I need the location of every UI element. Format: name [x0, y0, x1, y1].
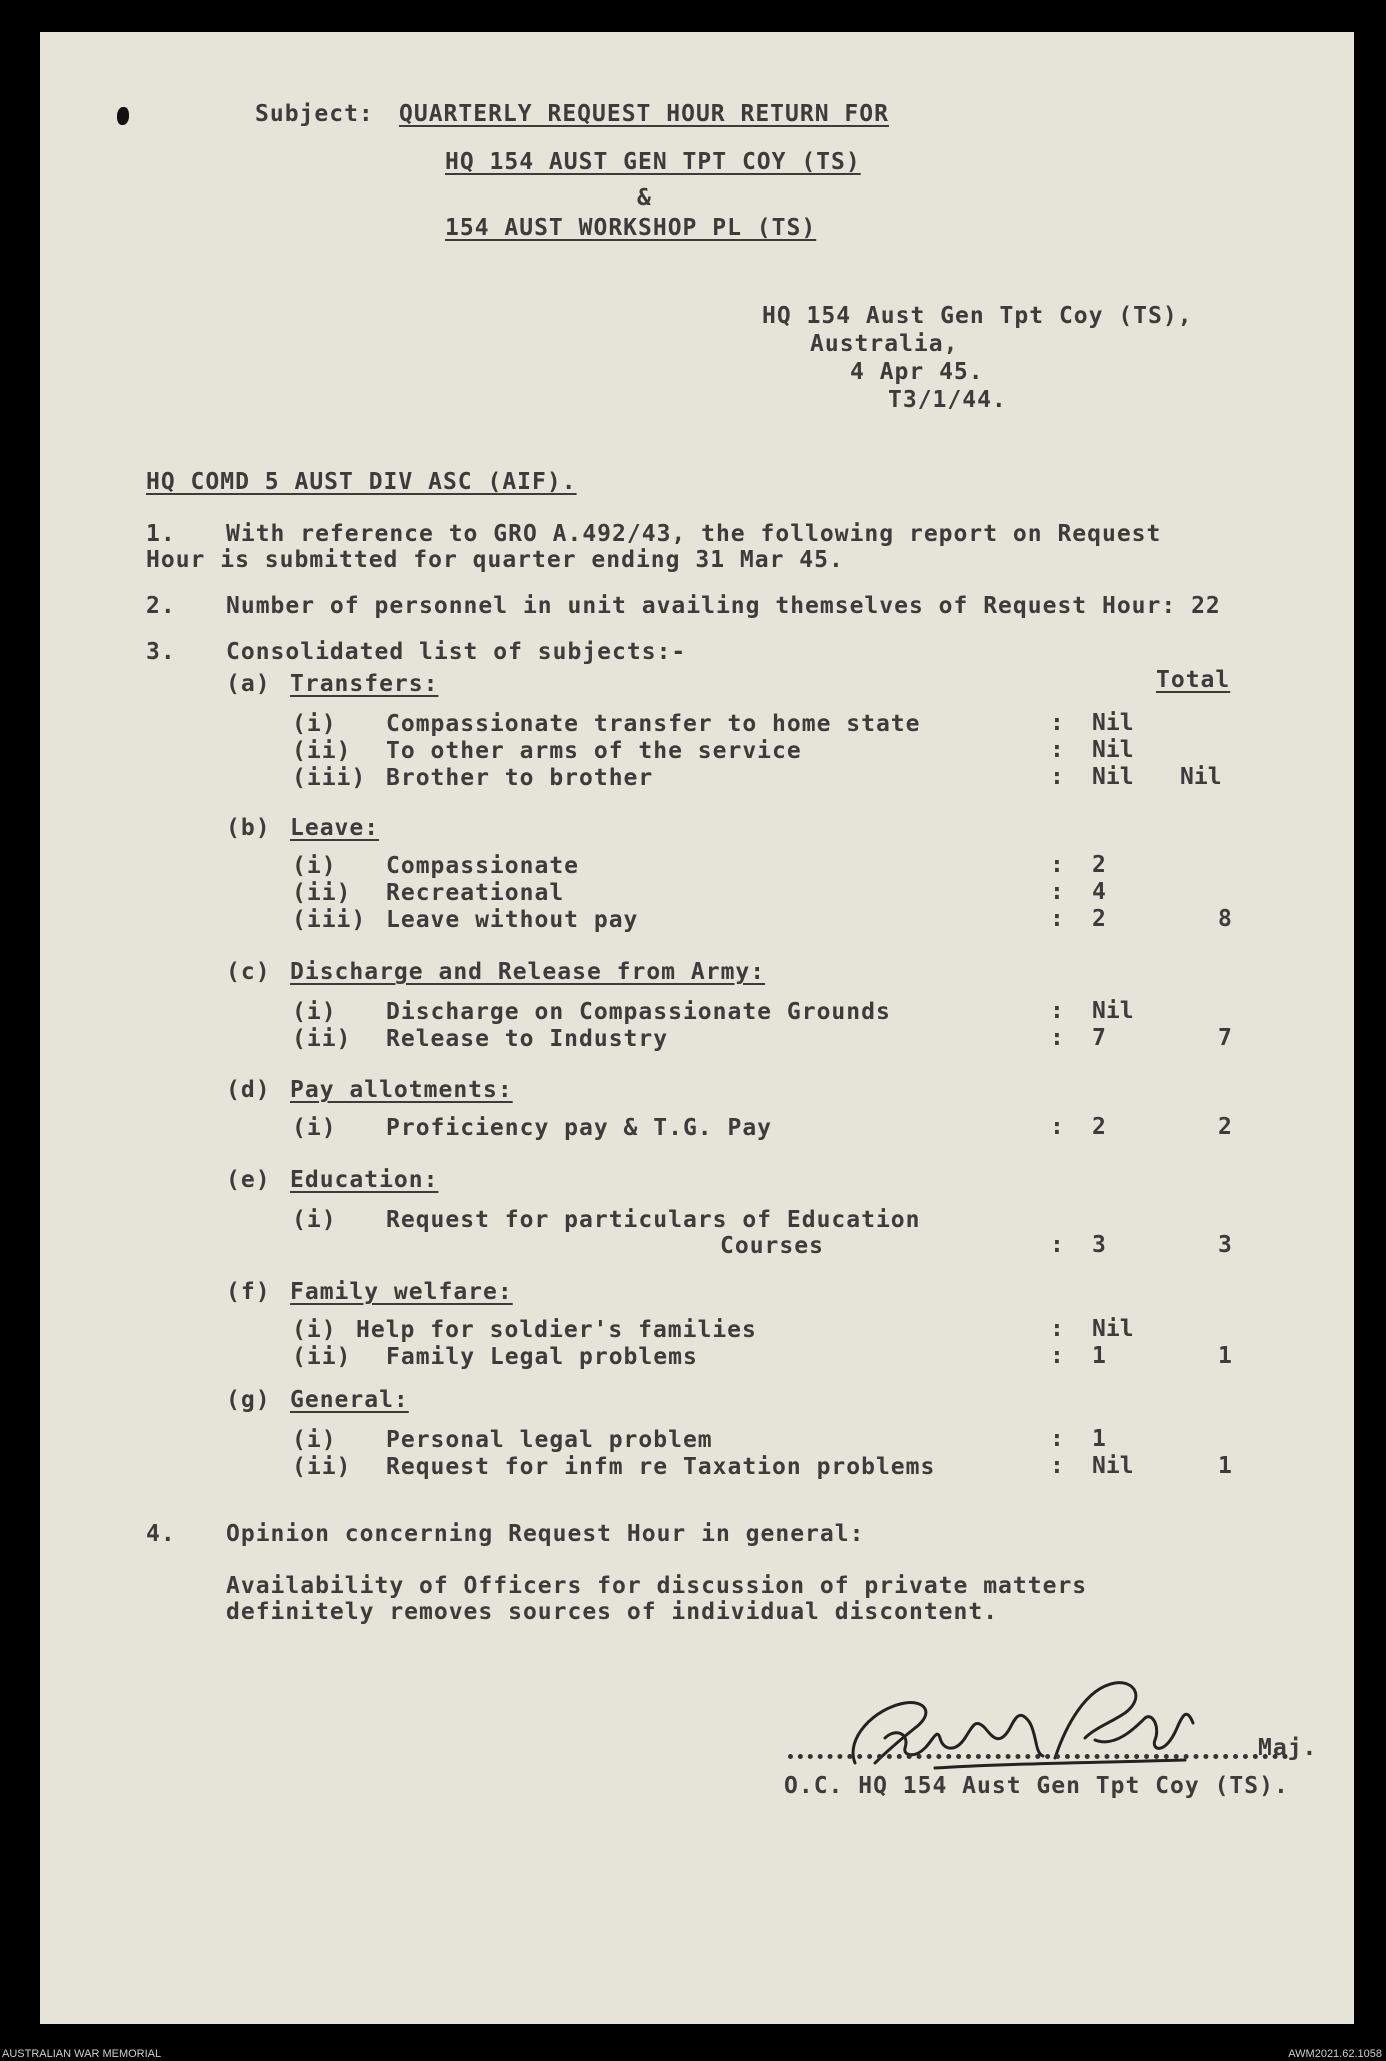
- addressee: HQ COMD 5 AUST DIV ASC (AIF).: [146, 469, 577, 495]
- item-num: (ii): [292, 1026, 352, 1052]
- section-g-title: General:: [290, 1387, 409, 1413]
- item-label: Compassionate transfer to home state: [386, 711, 921, 737]
- item-num: (iii): [292, 765, 367, 791]
- section-a-title: Transfers:: [290, 671, 439, 697]
- item-value: 2: [1092, 852, 1106, 878]
- item-colon: :: [1050, 1316, 1064, 1342]
- item-value: Nil: [1092, 1453, 1134, 1479]
- item-colon: :: [1050, 764, 1064, 790]
- item-label: Recreational: [386, 880, 565, 906]
- para-1-line-2: Hour is submitted for quarter ending 31 Mar 45.: [146, 547, 844, 573]
- item-label: Request for infm re Taxation problems: [386, 1454, 936, 1480]
- item-num: (i): [292, 711, 337, 737]
- item-label: Help for soldier's families: [356, 1317, 757, 1343]
- item-colon: :: [1050, 1426, 1064, 1452]
- item-num: (i): [292, 1115, 337, 1141]
- item-num: (i): [292, 999, 337, 1025]
- section-total: 1: [1218, 1453, 1232, 1479]
- para-2-text: Number of personnel in unit availing themselves of Request Hour: 22: [226, 593, 1221, 619]
- para-4-text: Opinion concerning Request Hour in general:: [226, 1521, 865, 1547]
- section-d-letter: (d): [226, 1077, 271, 1103]
- section-a-letter: (a): [226, 671, 271, 697]
- item-label: To other arms of the service: [386, 738, 802, 764]
- subject-unit-1: HQ 154 AUST GEN TPT COY (TS): [445, 149, 861, 175]
- item-label: Personal legal problem: [386, 1427, 713, 1453]
- item-value: 2: [1092, 906, 1106, 932]
- ink-blot: [117, 107, 129, 125]
- item-num: (ii): [292, 880, 352, 906]
- para-4-body-line-1: Availability of Officers for discussion of private matters: [226, 1573, 1088, 1599]
- subject-label: Subject:: [255, 101, 374, 127]
- item-colon: :: [1050, 1343, 1064, 1369]
- para-1-number: 1.: [146, 521, 176, 547]
- item-value: 7: [1092, 1025, 1106, 1051]
- signature-dotted-line: [788, 1750, 1288, 1759]
- para-1-line-1: With reference to GRO A.492/43, the following report on Request: [226, 521, 1162, 547]
- para-3-text: Consolidated list of subjects:-: [226, 639, 687, 665]
- item-label-continued: Courses: [720, 1233, 824, 1259]
- item-value: Nil: [1092, 737, 1134, 763]
- item-colon: :: [1050, 710, 1064, 736]
- item-num: (ii): [292, 1454, 352, 1480]
- item-value: Nil: [1092, 1316, 1134, 1342]
- item-colon: :: [1050, 906, 1064, 932]
- item-value: Nil: [1092, 998, 1134, 1024]
- signature-rank: Maj.: [1258, 1735, 1318, 1761]
- item-label: Brother to brother: [386, 765, 654, 791]
- para-2-number: 2.: [146, 593, 176, 619]
- item-colon: :: [1050, 1453, 1064, 1479]
- section-c-title: Discharge and Release from Army:: [290, 959, 766, 985]
- address-date: 4 Apr 45.: [850, 359, 984, 385]
- section-e-title: Education:: [290, 1167, 439, 1193]
- para-4-number: 4.: [146, 1521, 176, 1547]
- address-line-2: Australia,: [810, 331, 959, 357]
- subject-title: QUARTERLY REQUEST HOUR RETURN FOR: [399, 101, 889, 127]
- item-label: Proficiency pay & T.G. Pay: [386, 1115, 773, 1141]
- item-colon: :: [1050, 879, 1064, 905]
- section-c-letter: (c): [226, 959, 271, 985]
- item-label: Release to Industry: [386, 1026, 669, 1052]
- section-total: 2: [1218, 1114, 1232, 1140]
- section-total: 7: [1218, 1025, 1232, 1051]
- item-colon: :: [1050, 852, 1064, 878]
- item-colon: :: [1050, 1114, 1064, 1140]
- section-g-letter: (g): [226, 1387, 271, 1413]
- address-reference: T3/1/44.: [888, 387, 1007, 413]
- item-num: (ii): [292, 738, 352, 764]
- section-f-title: Family welfare:: [290, 1279, 513, 1305]
- section-e-letter: (e): [226, 1167, 271, 1193]
- section-total: Nil: [1180, 764, 1222, 790]
- section-d-title: Pay allotments:: [290, 1077, 513, 1103]
- total-column-header: Total: [1156, 667, 1231, 693]
- item-label: Discharge on Compassionate Grounds: [386, 999, 891, 1025]
- item-num: (iii): [292, 907, 367, 933]
- handwritten-signature: [815, 1668, 1215, 1788]
- item-colon: :: [1050, 1232, 1064, 1258]
- section-f-letter: (f): [226, 1279, 271, 1305]
- item-value: 1: [1092, 1426, 1106, 1452]
- item-value: 2: [1092, 1114, 1106, 1140]
- section-b-letter: (b): [226, 815, 271, 841]
- item-value: Nil: [1092, 764, 1134, 790]
- item-label: Compassionate: [386, 853, 580, 879]
- footer-institution: AUSTRALIAN WAR MEMORIAL: [2, 2048, 162, 2060]
- document-page: [40, 32, 1354, 2024]
- archive-footer: [0, 2026, 1386, 2061]
- item-colon: :: [1050, 1025, 1064, 1051]
- section-total: 1: [1218, 1343, 1232, 1369]
- signature-title: O.C. HQ 154 Aust Gen Tpt Coy (TS).: [784, 1773, 1289, 1799]
- item-colon: :: [1050, 998, 1064, 1024]
- item-num: (ii): [292, 1344, 352, 1370]
- item-value: Nil: [1092, 710, 1134, 736]
- section-total: 3: [1218, 1232, 1232, 1258]
- item-value: 3: [1092, 1232, 1106, 1258]
- subject-unit-2: 154 AUST WORKSHOP PL (TS): [445, 215, 817, 241]
- address-line-1: HQ 154 Aust Gen Tpt Coy (TS),: [762, 303, 1193, 329]
- section-total: 8: [1218, 906, 1232, 932]
- item-value: 4: [1092, 879, 1106, 905]
- para-3-number: 3.: [146, 639, 176, 665]
- item-num: (i): [292, 1317, 337, 1343]
- item-label: Family Legal problems: [386, 1344, 698, 1370]
- para-4-body-line-2: definitely removes sources of individual discontent.: [226, 1599, 999, 1625]
- item-value: 1: [1092, 1343, 1106, 1369]
- section-b-title: Leave:: [290, 815, 380, 841]
- item-num: (i): [292, 1207, 337, 1233]
- footer-accession-number: AWM2021.62.1058: [1288, 2048, 1382, 2060]
- subject-ampersand: &: [637, 185, 652, 211]
- item-label: Request for particulars of Education: [386, 1207, 921, 1233]
- item-colon: :: [1050, 737, 1064, 763]
- item-num: (i): [292, 853, 337, 879]
- item-num: (i): [292, 1427, 337, 1453]
- item-label: Leave without pay: [386, 907, 639, 933]
